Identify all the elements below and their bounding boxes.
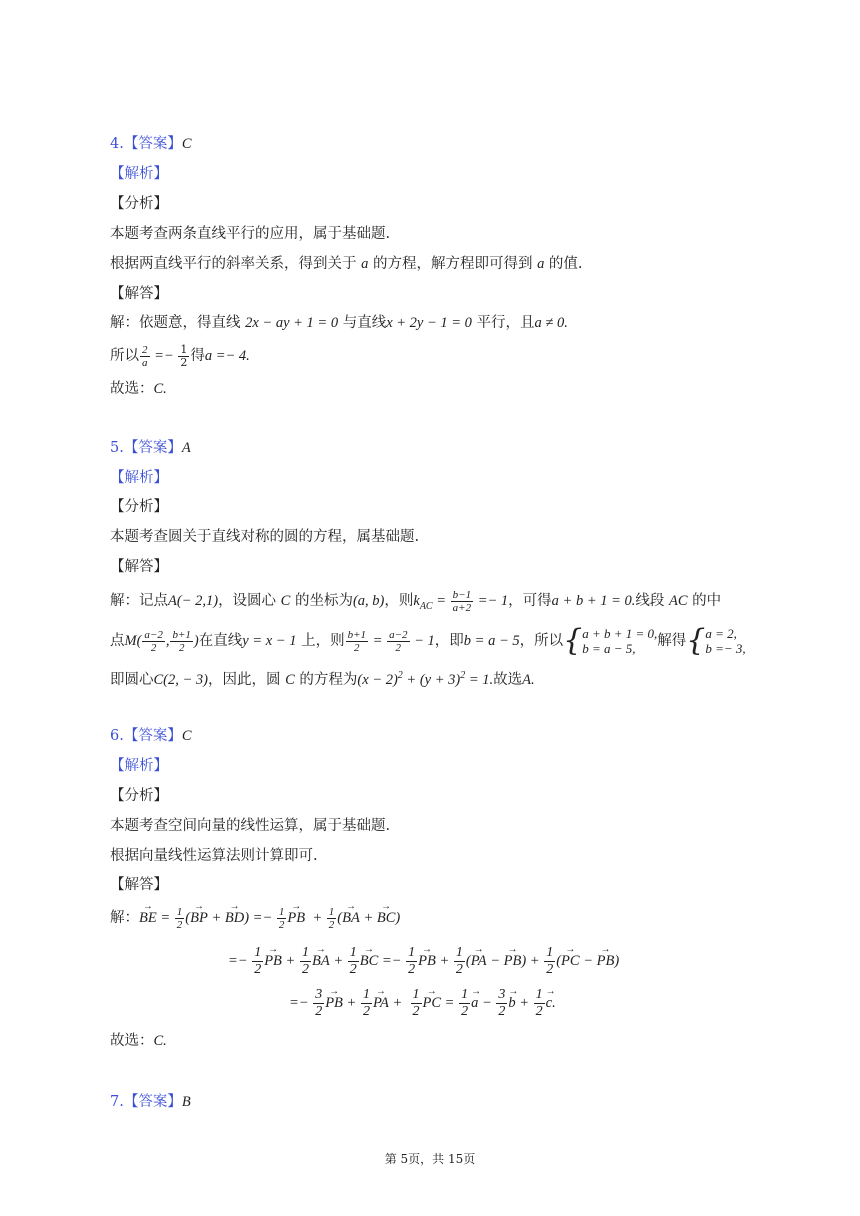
math: − 1 [410,633,435,649]
text: 解：依题意，得直线 [110,315,246,331]
denominator: 2 [408,962,416,978]
text: 的方程，解方程即可得到 [368,256,538,272]
numerator: 1 [455,945,463,961]
denominator: 2 [349,962,357,978]
system-rows [582,626,657,656]
math: M( [124,633,142,649]
fraction [387,629,409,654]
denominator: 2 [180,355,188,369]
q7-answer-tag: 【答案】 [123,1094,182,1110]
denominator: 2 [535,1004,543,1020]
q4-solution-line-2 [110,343,250,369]
math: =− [150,348,178,364]
math: a + b + 1 = 0. [551,593,636,609]
denominator: 2 [354,641,360,654]
fraction [277,906,287,931]
math: C. [153,381,167,397]
text: 上，则 [296,633,345,649]
math: a [361,256,369,272]
math: AC [669,593,688,609]
q5-solution-line-3 [110,666,535,690]
text: 所以 [110,348,139,364]
q6-answer-line [110,726,192,746]
q5-analysis-tag: 【解析】 [110,470,168,486]
fraction [406,945,417,978]
q4-answer-tag: 【答案】 [123,136,182,152]
vector: → PA [471,944,487,978]
q6-equation-line-1: 解：→ BE = $\frac{1}{2}$ (→ BP + → BD) =− $\frac{1}{2}$ → PB + $\frac{1}{2}$ (→ BA + → BC) [110,903,400,933]
text: 平行，且 [471,315,535,331]
q5-fenxi-tag: 【分析】 [110,499,168,515]
fraction [451,589,473,614]
text: 的方程为 [294,671,358,688]
text: 解：记点 [110,593,168,609]
vector: → PB [597,944,615,978]
denominator: 2 [328,919,335,932]
system-row: b = a − 5, [582,641,636,656]
q5-fenxi-1: 本题考查圆关于直线对称的圆的方程，属基础题. [110,529,420,545]
text: 线段 [635,593,669,609]
q6-fenxi-1: 本题考查空间向量的线性运算，属于基础题. [110,818,391,834]
fraction [361,987,372,1020]
math: C [285,671,295,688]
math: y = x − 1 [242,633,297,649]
numerator: 1 [278,906,285,919]
q6-analysis-tag: 【解析】 [110,758,168,774]
numerator: 1 [408,945,416,961]
q4-fenxi-1: 本题考查两条直线平行的应用，属于基础题. [110,226,391,242]
math: (a, b) [352,593,385,609]
q4-number: 4. [110,136,124,152]
fraction [459,987,470,1020]
vector: → BE [139,903,157,933]
vector: → c [546,986,552,1020]
numerator: 1 [362,987,370,1003]
numerator: b+1 [347,628,367,641]
denominator: 2 [254,962,262,978]
fraction [348,945,359,978]
vector: → PA [373,986,389,1020]
fraction [142,629,164,654]
numerator: b−1 [452,588,472,601]
numerator: 1 [535,987,543,1003]
q4-answer-line [110,134,192,154]
q5-answer: A [181,440,191,456]
math: ) [193,633,199,649]
denominator: 2 [150,641,157,654]
vector: → BC [360,944,379,978]
text: 的坐标为 [290,593,353,609]
q4-jieda-tag: 【解答】 [110,286,168,302]
fraction [313,987,324,1020]
text: 的中 [687,593,722,609]
math: k [413,593,420,609]
text: ，即 [434,633,464,649]
q5-answer-line [110,438,191,458]
system-row: b =− 3, [705,641,746,656]
math: = [369,633,387,649]
fraction [544,945,555,978]
q5-solution-line-2 [110,624,746,658]
text: 与直线 [338,315,387,331]
vector: → PC [561,944,580,978]
brace: { [686,623,706,658]
fraction [300,945,311,978]
text: 的值. [544,256,583,272]
vector: → BA [312,944,330,978]
text: 解： [110,910,139,926]
math: b = a − 5 [463,633,520,649]
fraction [170,629,192,654]
vector: → BA [342,903,360,933]
text: 故选 [493,671,523,688]
fraction [175,906,185,931]
text: 解得 [657,633,687,649]
math: + (y + 3) [402,671,461,688]
math: =− 1 [474,593,509,609]
q4-analysis-tag: 【解析】 [110,166,168,182]
numerator: 2 [142,343,148,356]
q6-jieda-tag: 【解答】 [110,877,168,893]
fraction [496,987,507,1020]
q6-choose [110,1031,167,1051]
system-row: a + b + 1 = 0, [582,626,658,641]
system-rows [705,626,745,656]
numerator: 1 [328,906,335,919]
q6-equation-line-3: =− $\frac{3}{2}$ → PB + $\frac{1}{2}$ → PA + $\frac{1}{2}$ → PC = $\frac{1}{2}$ → a − $\frac{3}{2}$ → b + $\frac{1}{2}$ → c. [289,986,556,1020]
numerator: b+1 [172,628,191,641]
fraction [327,906,337,931]
math: = 1. [465,671,494,688]
math: a =− 4. [204,348,250,364]
superscript: 2 [460,670,466,681]
q4-fenxi-tag: 【分析】 [110,196,168,212]
math: 2x − ay + 1 = 0 [245,315,339,331]
vector: → PB [287,903,305,933]
text: ，所以 [519,633,564,649]
q4-answer: C [181,136,192,152]
denominator: 2 [278,919,285,932]
system-row: a = 2, [705,626,737,641]
numerator: 1 [301,945,309,961]
q4-fenxi-2 [110,254,583,274]
denominator: 2 [455,962,463,978]
equation-system [563,623,658,658]
fraction [454,945,465,978]
text: 即圆心 [110,671,154,688]
text: 得 [190,348,205,364]
fraction [411,987,422,1020]
math: A. [522,671,535,688]
numerator: 3 [315,987,323,1003]
fraction [178,344,189,369]
denominator: 2 [412,1004,420,1020]
vector: → PB [504,944,522,978]
math: C. [153,1033,167,1049]
math: a ≠ 0. [534,315,568,331]
text: ，可得 [508,593,552,609]
denominator: a [142,356,148,369]
denominator: 2 [178,641,185,654]
q6-number: 6. [110,728,124,744]
vector: → BP [190,903,208,933]
numerator: 1 [412,987,420,1003]
numerator: 1 [180,342,188,356]
fraction [252,945,263,978]
math: (x − 2) [357,671,398,688]
q5-solution-line-1 [110,587,721,621]
vector: → a [471,986,478,1020]
math: = [432,593,450,609]
text: ，则 [384,593,414,609]
q4-solution-line-1 [110,313,568,333]
page-footer: 第 5页，共 15页 [384,1152,476,1166]
q6-fenxi-2: 根据向量线性运算法则计算即可. [110,848,318,864]
text: 故选： [110,1033,154,1049]
q5-number: 5. [110,440,124,456]
vector: → PB [325,986,343,1020]
math: a [537,256,545,272]
vector: → PC [423,986,442,1020]
q4-choose [110,379,167,399]
vector: → b [508,986,515,1020]
equation-system [686,623,746,658]
q6-fenxi-tag: 【分析】 [110,788,168,804]
fraction [140,344,150,369]
q7-number: 7. [110,1094,124,1110]
denominator: 2 [301,962,309,978]
q6-equation-line-2: =− $\frac{1}{2}$ → PB + $\frac{1}{2}$ → BA + $\frac{1}{2}$ → BC =− $\frac{1}{2}$ → PB + $\frac{1}{2}$ (→ PA − → PB) + $\frac{1}{2}$ (→ PC − → PB) [228,944,619,978]
math: C [280,593,291,609]
text: ，因此，圆 [208,671,286,688]
denominator: 2 [461,1004,469,1020]
vector: → PB [264,944,282,978]
numerator: 1 [546,945,554,961]
subscript: AC [419,600,433,612]
fraction [346,629,368,654]
q6-answer: C [181,728,192,744]
denominator: 2 [395,641,402,654]
numerator: a−2 [389,628,408,641]
numerator: 1 [176,906,183,919]
numerator: a−2 [144,628,163,641]
numerator: 1 [461,987,469,1003]
superscript: 2 [397,670,403,681]
numerator: 1 [349,945,357,961]
numerator: 1 [254,945,262,961]
text: 故选： [110,381,154,397]
vector: → PB [418,944,436,978]
fraction [534,987,545,1020]
q7-answer: B [181,1094,191,1110]
denominator: 2 [362,1004,370,1020]
q5-answer-tag: 【答案】 [123,440,182,456]
denominator: 2 [315,1004,323,1020]
denominator: 2 [546,962,554,978]
text: 点 [110,633,125,649]
q6-answer-tag: 【答案】 [123,728,182,744]
q7-answer-line [110,1092,191,1112]
denominator: a+2 [452,601,472,614]
denominator: 2 [176,919,183,932]
math: A(− 2,1) [168,593,219,609]
q5-jieda-tag: 【解答】 [110,559,168,575]
denominator: 2 [498,1004,506,1020]
numerator: 3 [498,987,506,1003]
math: x + 2y − 1 = 0 [386,315,472,331]
text: 在直线 [198,633,243,649]
text: ，设圆心 [218,593,281,609]
vector: → BD [225,903,244,933]
math: , [165,633,170,649]
brace: { [563,623,583,658]
vector: → BC [377,903,396,933]
math: C(2, − 3) [153,671,208,688]
text: 根据两直线平行的斜率关系，得到关于 [110,256,362,272]
